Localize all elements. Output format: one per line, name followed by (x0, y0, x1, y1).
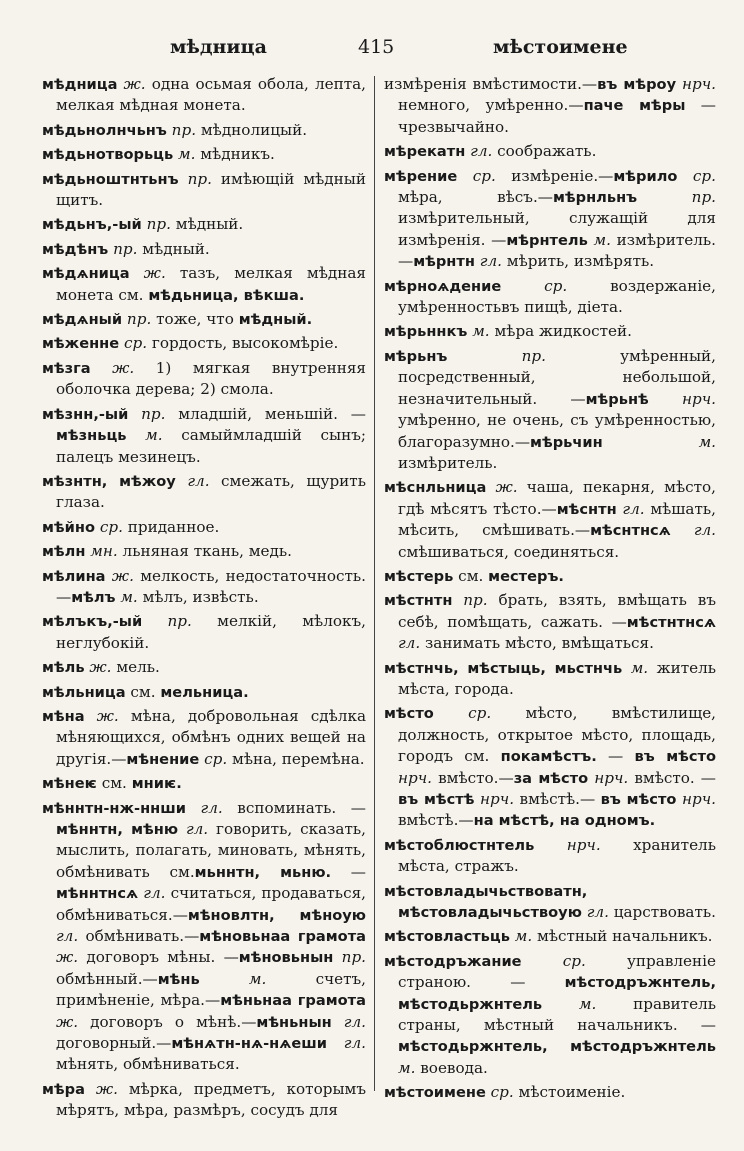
grammar-label: гл. (56, 927, 79, 946)
definition-text: приданное. (122, 517, 220, 536)
right-column (384, 74, 716, 1107)
dictionary-entry (384, 658, 716, 701)
definition-text: мѣна, перемѣна. (227, 749, 365, 768)
headword: мѣстерь (384, 567, 454, 585)
headword: мѣдный. (238, 311, 313, 329)
grammar-label: пр. (447, 346, 546, 365)
headword: мѣдьнотворьць (42, 146, 174, 164)
grammar-label: нрч. (676, 75, 716, 93)
grammar-label: ср. (199, 749, 228, 768)
grammar-label: гл. (670, 521, 716, 540)
grammar-label: м. (126, 426, 163, 445)
headword: паче мѣры (583, 97, 686, 115)
headword: мѣрьчин (530, 433, 603, 451)
definition-text: соображать. (492, 142, 597, 161)
definition-text: хранитель мѣста, стражъ. (398, 835, 716, 876)
grammar-label: гл. (398, 634, 421, 653)
grammar-label: ср. (521, 951, 586, 970)
headword: мѣженне (42, 335, 120, 353)
grammar-label: пр. (142, 612, 192, 631)
grammar-label: м. (622, 658, 649, 677)
grammar-label: пр. (637, 188, 716, 207)
dictionary-entry (42, 263, 366, 306)
headword: мѣдѣнъ (42, 240, 109, 258)
headword: мѣстоимене (384, 1084, 486, 1102)
grammar-label: ж. (90, 358, 135, 377)
grammar-label: пр. (122, 310, 152, 329)
dictionary-entry (384, 477, 716, 563)
grammar-label: ж. (84, 706, 119, 725)
grammar-label: ср. (119, 334, 148, 353)
headword: мѣновьнаа грамота (199, 928, 366, 946)
dictionary-entry (42, 358, 366, 401)
definition-text: см. (453, 566, 489, 585)
headword: мьннтн, мьню. (194, 863, 332, 881)
headword: мѣньнын (256, 1013, 332, 1031)
headword: мѣзга (42, 359, 91, 377)
grammar-label: м. (199, 969, 267, 988)
definition-text: вмѣсто.— (432, 768, 514, 787)
grammar-label: мн. (85, 542, 118, 561)
dictionary-entry (384, 703, 716, 831)
definition-text: измѣритель.— (398, 230, 716, 271)
headword: мниѥ. (131, 775, 182, 793)
grammar-label: гл. (186, 798, 223, 817)
grammar-label: ж. (105, 566, 134, 585)
running-head-left: мѣдница (170, 36, 267, 58)
running-head-right: мѣстоимене (493, 36, 628, 58)
definition-text: правитель страны, мѣстный начальникъ. — (398, 994, 716, 1035)
grammar-label: ср. (457, 166, 496, 185)
headword: мѣзнтн, мѣжоу (42, 472, 176, 490)
headword: мѣннтн, мѣню (56, 821, 179, 838)
headword: мѣрнльнъ (552, 189, 638, 207)
headword: мѣстнтнсѧ (626, 613, 716, 631)
headword: мѣрение (384, 167, 458, 185)
definition-text: управленіе страною. — (398, 951, 716, 992)
headword: въ мѣсто (634, 748, 716, 766)
definition-text: брать, взять, вмѣщать въ себѣ, помѣщать, сажать. — (398, 591, 716, 631)
grammar-label: нрч. (474, 790, 515, 808)
dictionary-entry (384, 566, 716, 587)
dictionary-entry (42, 120, 366, 141)
definition-text: мѣстоименіе. (513, 1083, 626, 1102)
headword: мѣстовластьць (384, 928, 510, 946)
column-divider (374, 76, 375, 1091)
grammar-label: нрч. (398, 768, 433, 787)
grammar-label: ж. (129, 264, 166, 283)
headword: мѣстодръжание (384, 952, 522, 970)
headword: мѣстнчь, мѣстыць, мьстнчь (384, 659, 623, 677)
headword: мѣстодръжнтель, мѣстодьржнтель (398, 974, 716, 1013)
definition-text: — (596, 747, 635, 766)
definition-text: вмѣсто. — (628, 768, 716, 787)
headword: мѣзньць (56, 427, 127, 445)
headword: мѣрьннкъ (384, 323, 468, 341)
headword: мѣрноѧдение (384, 277, 502, 295)
definition-text: занимать мѣсто, вмѣщаться. (420, 634, 654, 653)
headword: местеръ. (488, 567, 564, 585)
definition-text: мѣднолицый. (196, 120, 308, 139)
grammar-label: пр. (128, 404, 166, 423)
headword: мѣснтнсѧ (590, 522, 671, 540)
grammar-label: ср. (95, 517, 123, 536)
headword: въ мѣсто (600, 791, 677, 808)
headword: мѣдьнъ,-ый (42, 216, 142, 234)
definition-text: мѣдникъ. (195, 145, 275, 164)
headword: мѣна (42, 707, 85, 725)
headword: мѣлъкъ,-ый (42, 613, 143, 631)
grammar-label: ж. (84, 1079, 118, 1098)
dictionary-entry (384, 1082, 716, 1103)
definition-text: мелкій, мѣлокъ, неглубокій. (56, 612, 366, 652)
headword: мѣнение (126, 750, 200, 768)
definition-text: мѣшать, мѣсить, смѣшивать.— (398, 499, 716, 540)
grammar-label: м. (173, 145, 196, 164)
definition-text: воевода. (415, 1058, 488, 1077)
grammar-label: ж. (56, 948, 79, 967)
grammar-label: пр. (333, 948, 366, 967)
dictionary-entry (42, 1079, 366, 1122)
dictionary-entry (42, 74, 366, 117)
definition-text: немного, умѣренно.— (398, 96, 584, 115)
definition-text: мѣсто, вмѣстилище, должность, открытое мѣсто, площадь, городъ см. (398, 704, 717, 766)
headword: мѣрило (613, 167, 678, 185)
headword: мѣновьнын (238, 949, 334, 967)
dictionary-entry (42, 773, 366, 794)
dictionary-entry (384, 166, 716, 273)
definition-text: имѣющій мѣдный щитъ. (56, 169, 366, 210)
grammar-label: ср. (433, 704, 492, 723)
definition-text: измѣренія вмѣстимости.— (384, 75, 598, 93)
definition-text: обмѣнивать.— (78, 927, 200, 946)
definition-text: вмѣстѣ.— (514, 790, 601, 808)
grammar-label: нрч. (676, 790, 716, 808)
definition-text: мѣнять, обмѣниваться. (56, 1055, 240, 1074)
grammar-label: гл. (581, 903, 609, 922)
dictionary-entry (384, 74, 716, 138)
dictionary-entry (42, 657, 366, 678)
headword: мѣстоблюстнтель (384, 836, 535, 854)
definition-text: договоръ о мѣнѣ.— (78, 1012, 257, 1031)
headword: мѣннтн-нж-ннши (42, 799, 186, 817)
headword: мѣнѧтн-нѧ-нѧеши (171, 1035, 327, 1053)
left-column (42, 74, 366, 1125)
definition-text: житель мѣста, города. (398, 658, 717, 698)
headword: мѣрнтн (413, 253, 475, 271)
headword: мѣль (42, 659, 85, 677)
dictionary-entry (42, 517, 366, 538)
dictionary-entry (384, 321, 716, 342)
headword: мѣрнтель (506, 231, 588, 249)
dictionary-entry (42, 798, 366, 1076)
definition-text: вспоминать. — (222, 798, 366, 817)
headword: на мѣстѣ, на одномъ. (473, 812, 656, 830)
dictionary-entry (42, 309, 366, 330)
definition-text: чаша, пекарня, мѣсто, гдѣ мѣсятъ тѣсто.— (398, 478, 716, 518)
grammar-label: пр. (141, 215, 171, 234)
grammar-label: гл. (616, 499, 645, 518)
grammar-label: м. (509, 927, 533, 946)
grammar-label: пр. (178, 169, 212, 188)
grammar-label: ср. (677, 166, 716, 185)
grammar-label: пр. (166, 120, 197, 139)
definition-text: мѣна, добровольная сдѣлка мѣняющихся, обмѣнъ одних вещей на другія.— (56, 706, 367, 768)
definition-text: мѣстный начальникъ. (532, 927, 713, 946)
headword: мѣньнаа грамота (220, 992, 366, 1010)
headword: мѣра (42, 1080, 85, 1098)
headword: въ мѣроу (597, 76, 677, 93)
headword: мѣстовладычьствоватн, мѣстовладычьствоую (384, 882, 588, 922)
headword: мѣлина (42, 567, 106, 585)
headword: мѣнь (157, 970, 200, 988)
grammar-label: гл. (331, 1012, 366, 1031)
dictionary-entry (384, 590, 716, 654)
dictionary-entry (42, 333, 366, 354)
grammar-label: ж. (486, 478, 518, 497)
definition-text: льняная ткань, медь. (117, 542, 292, 561)
definition-text: тазъ, мелкая мѣдная монета см. (56, 264, 366, 304)
grammar-label: ср. (501, 276, 568, 295)
definition-text: вмѣстѣ.— (398, 811, 474, 830)
definition-text: измѣрительный, служащій для измѣренія. — (398, 209, 716, 249)
dictionary-entry (384, 926, 716, 947)
headword: мельница. (160, 683, 249, 701)
definition-text: смѣшиваться, соединяться. (398, 542, 620, 561)
definition-text: мѣрить, измѣрять. (501, 252, 655, 271)
headword: мѣдница (42, 76, 118, 93)
definition-text: царствовать. (608, 903, 716, 922)
dictionary-entry (42, 169, 366, 212)
grammar-label: м. (398, 1058, 416, 1077)
grammar-label: гл. (327, 1034, 366, 1053)
definition-text: считаться, продаваться, обмѣниваться.— (56, 884, 366, 924)
dictionary-entry (42, 541, 366, 562)
definition-text: измѣритель. (398, 453, 498, 472)
grammar-label: нрч. (534, 835, 601, 854)
definition-text: самыймладшій сынъ; палецъ мезинецъ. (56, 426, 366, 466)
grammar-label: ж. (84, 658, 112, 677)
dictionary-entry (42, 404, 366, 468)
headword: мѣновлтн, мѣноую (187, 906, 366, 924)
grammar-label: м. (115, 587, 138, 606)
headword: мѣзнн,-ый (42, 405, 129, 423)
dictionary-entry (42, 214, 366, 235)
headword: мѣннтнсѧ (56, 885, 139, 903)
dictionary-entry (384, 346, 716, 474)
definition-text: — (331, 862, 366, 881)
grammar-label: ср. (485, 1083, 514, 1102)
definition-text: одна осьмая обола, лепта, мелкая мѣдная монета. (56, 75, 367, 115)
headword: мѣрекатн (384, 143, 466, 161)
grammar-label: м. (587, 230, 611, 249)
dictionary-entry (384, 881, 716, 924)
headword: мѣдьнолнчьнъ (42, 121, 167, 139)
headword: мѣрьнѣ (585, 390, 649, 408)
definition-text: мѣра, вѣсъ.— (398, 188, 553, 207)
definition-text: договорный.— (56, 1034, 172, 1053)
headword: мѣдьница, вѣкша. (148, 286, 305, 304)
headword: мѣсто (384, 705, 434, 723)
grammar-label: гл. (178, 820, 209, 838)
dictionary-entry (42, 239, 366, 260)
headword: покамѣстъ. (500, 748, 597, 766)
dictionary-entry (42, 706, 366, 770)
definition-text: —чрезвычайно. (398, 96, 716, 136)
definition-text: обмѣнный.— (56, 969, 158, 988)
headword: мѣснльница (384, 479, 487, 497)
page-number: 415 (358, 36, 395, 58)
dictionary-entry (384, 276, 716, 319)
dictionary-entry (42, 566, 366, 609)
headword: мѣнеѥ (42, 775, 97, 793)
definition-text: счетъ, примѣненіе, мѣра.— (56, 969, 366, 1010)
grammar-label: м. (602, 432, 716, 451)
grammar-label: м. (542, 994, 597, 1013)
headword: мѣлн (42, 543, 86, 561)
dictionary-entry (42, 144, 366, 165)
definition-text: умѣренный, посредственный, небольшой, незначительный. — (398, 346, 716, 408)
grammar-label: пр. (108, 239, 138, 258)
dictionary-entry (42, 682, 366, 703)
headword: мѣрьнъ (384, 347, 448, 365)
grammar-label: пр. (452, 591, 488, 610)
dictionary-entry (384, 835, 716, 878)
definition-text: см. (96, 774, 132, 793)
grammar-label: гл. (474, 252, 502, 271)
grammar-label: ж. (117, 75, 146, 93)
dictionary-entry (42, 611, 366, 654)
dictionary-entry (384, 141, 716, 162)
dictionary-entry (42, 471, 366, 514)
grammar-label: гл. (175, 471, 210, 490)
definition-text: договоръ мѣны. — (78, 948, 239, 967)
page-header (40, 36, 720, 64)
definition-text: умѣренно, не очень, съ умѣренностью, благоразумно.— (398, 411, 716, 451)
definition-text: см. (125, 682, 161, 701)
headword: мѣснтн (556, 500, 617, 518)
headword: мѣльница (42, 683, 126, 701)
grammar-label: нрч. (648, 389, 716, 408)
headword: мѣдѧница (42, 265, 130, 283)
definition-text: мѣдный. (137, 239, 210, 258)
definition-text: 1) мягкая внутренняя оболочка дерева; 2) смола. (56, 358, 367, 399)
definition-text: младшій, меньшій. — (165, 404, 366, 423)
dictionary-entry (384, 951, 716, 1079)
grammar-label: ж. (56, 1012, 79, 1031)
headword: мѣйно (42, 518, 96, 536)
definition-text: мѣлъ, извѣсть. (137, 587, 259, 606)
definition-text: тоже, что (151, 310, 239, 329)
headword: мѣдѧный (42, 311, 123, 329)
headword: за мѣсто (513, 769, 589, 787)
definition-text: воздержаніе, умѣренностьвъ пищѣ, діета. (398, 276, 716, 317)
grammar-label: гл. (138, 884, 166, 903)
headword: мѣстнтн (384, 592, 453, 610)
grammar-label: гл. (465, 142, 493, 161)
definition-text: мѣрка, предметъ, которымъ мѣрятъ, мѣра, размѣръ, сосудъ для (56, 1079, 367, 1120)
definition-text: мѣра жидкостей. (489, 322, 632, 341)
definition-text: измѣреніе.— (495, 166, 614, 185)
definition-text: мелкость, недостаточность.— (56, 566, 367, 606)
headword: мѣлъ (71, 588, 116, 606)
headword: въ мѣстѣ (398, 791, 475, 808)
definition-text: гордость, высокомѣріе. (147, 334, 339, 353)
definition-text: смежать, щурить глаза. (56, 471, 366, 512)
headword: мѣстодьржнтель, мѣстодръжнтель (398, 1038, 716, 1056)
grammar-label: нрч. (588, 768, 629, 787)
definition-text: мѣдный. (170, 215, 244, 234)
definition-text: мель. (111, 658, 160, 677)
definition-text: говорить, сказать, мыслить, полагать, миновать, мѣнять, обмѣнивать см. (56, 820, 366, 881)
grammar-label: м. (467, 322, 490, 341)
headword: мѣдьноштнтьнъ (42, 170, 179, 188)
